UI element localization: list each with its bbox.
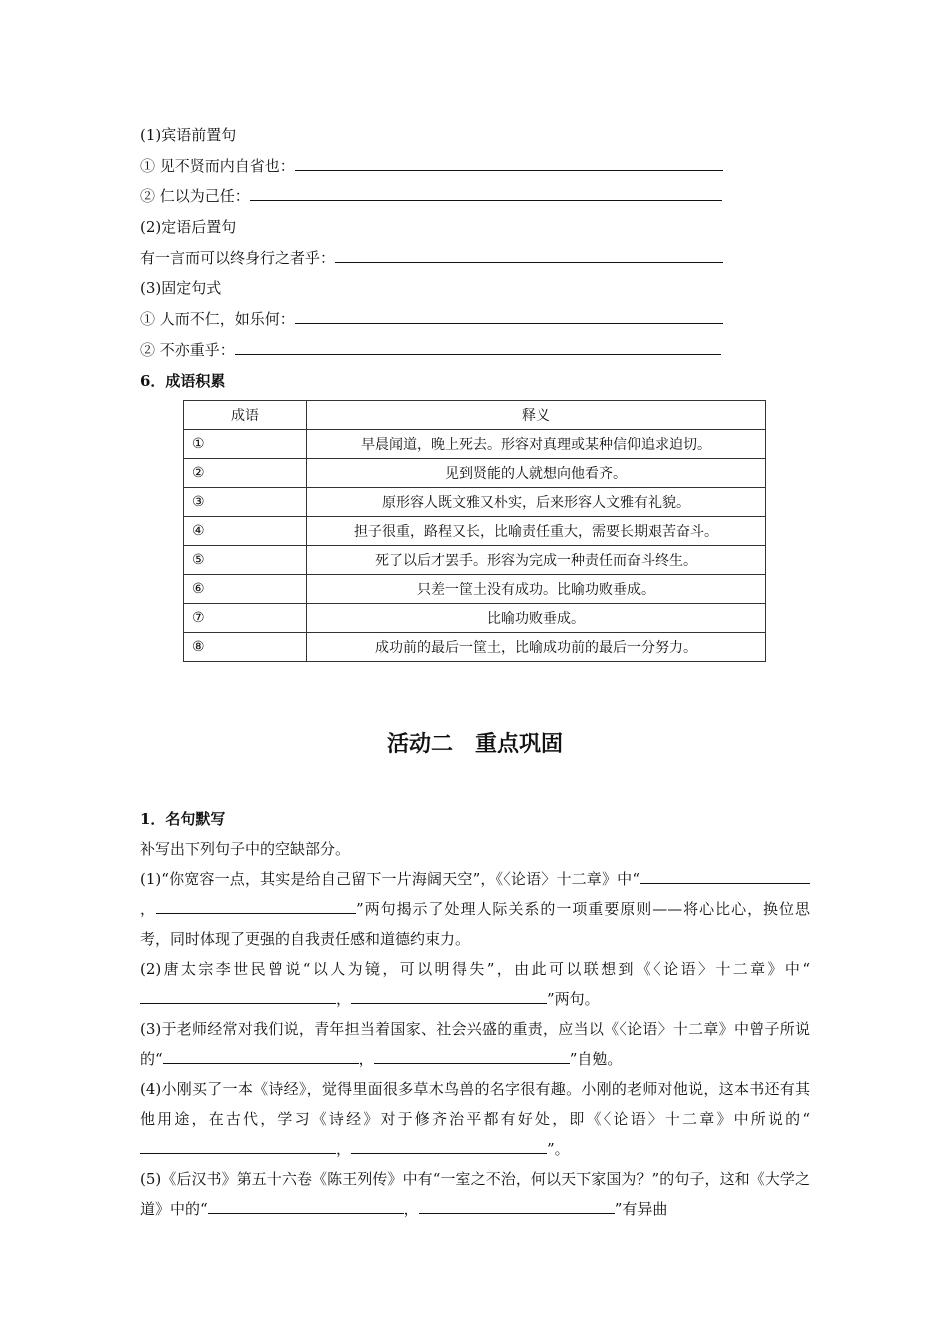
exercise-line: [140, 335, 721, 365]
idiom-cell[interactable]: ③: [184, 488, 307, 517]
idiom-cell[interactable]: ⑥: [184, 575, 307, 604]
table-row: [184, 517, 766, 546]
paragraph-text: ”两句揭示了处理人际关系的一项重要原则——将心比心，换位思考，同时体现了更强的自我责任感和道德约束力。: [140, 900, 810, 948]
exercise-prompt: ② 仁以为己任：: [140, 187, 250, 205]
answer-blank[interactable]: [208, 1197, 404, 1214]
idiom-cell[interactable]: ⑦: [184, 604, 307, 633]
meaning-cell: 成功前的最后一筐土，比喻成功前的最后一分努力。: [307, 633, 766, 662]
answer-blank[interactable]: [140, 1137, 336, 1154]
question-paragraph-4: [140, 1074, 810, 1164]
idiom-cell[interactable]: ⑤: [184, 546, 307, 575]
meaning-cell: 原形容人既文雅又朴实，后来形容人文雅有礼貌。: [307, 488, 766, 517]
answer-blank[interactable]: [419, 1197, 615, 1214]
table-row: [184, 575, 766, 604]
table-row: [184, 488, 766, 517]
sub-title-fixed-pattern: (3)固定句式: [140, 279, 222, 297]
paragraph-text: ”自勉。: [569, 1050, 623, 1068]
exercise-prompt: 有一言而可以终身行之者乎：: [140, 249, 336, 267]
instruction-text: 补写出下列句子中的空缺部分。: [140, 840, 351, 858]
answer-blank[interactable]: [235, 338, 721, 355]
paragraph-text: ”两句。: [547, 990, 600, 1008]
activity-heading: 活动二 重点巩固: [386, 732, 563, 757]
paragraph-text: ，: [403, 1200, 419, 1218]
table-row: [184, 546, 766, 575]
meaning-cell: 见到贤能的人就想向他看齐。: [307, 459, 766, 488]
idiom-cell[interactable]: ②: [184, 459, 307, 488]
question-paragraph-3: [140, 1014, 810, 1074]
idiom-cell[interactable]: ⑧: [184, 633, 307, 662]
table-row: [184, 459, 766, 488]
exercise-prompt: ① 人而不仁，如乐何：: [140, 310, 295, 328]
table-row: [184, 604, 766, 633]
meaning-cell: 只差一筐土没有成功。比喻功败垂成。: [307, 575, 766, 604]
answer-blank[interactable]: [351, 1137, 547, 1154]
paragraph-text: (1)“你宽容一点，其实是给自己留下一片海阔天空”，《〈论语〉十二章》中“: [140, 870, 640, 888]
answer-blank[interactable]: [163, 1047, 359, 1064]
meaning-cell: 比喻功败垂成。: [307, 604, 766, 633]
meaning-cell: 死了以后才罢手。形容为完成一种责任而奋斗终生。: [307, 546, 766, 575]
sub-title-attributive-postposition: (2)定语后置句: [140, 218, 237, 236]
table-row: [184, 430, 766, 459]
paragraph-text: ，: [140, 900, 156, 918]
section-title-idioms: 6．成语积累: [140, 372, 226, 390]
exercise-line: [140, 181, 722, 211]
answer-blank[interactable]: [640, 867, 810, 884]
question-paragraph-2: [140, 954, 810, 1014]
question-paragraph-1: [140, 864, 810, 954]
paragraph-text: ，: [358, 1050, 374, 1068]
paragraph-text: (4)小刚买了一本《诗经》，觉得里面很多草木鸟兽的名字很有趣。小刚的老师对他说，这本书还有其他用途，在古代，学习《诗经》对于修齐治平都有好处，即《〈论语〉十二章》中所说的“: [140, 1080, 810, 1128]
answer-blank[interactable]: [250, 184, 722, 201]
idiom-cell[interactable]: ④: [184, 517, 307, 546]
question-paragraph-5: [140, 1164, 810, 1224]
answer-blank[interactable]: [156, 897, 356, 914]
sub-title-object-preposing: (1)宾语前置句: [140, 126, 237, 144]
column-header-idiom: 成语: [184, 401, 307, 430]
exercise-prompt: ① 见不贤而内自省也：: [140, 157, 295, 175]
answer-blank[interactable]: [351, 987, 547, 1004]
meaning-cell: 早晨闻道，晚上死去。形容对真理或某种信仰追求迫切。: [307, 430, 766, 459]
idiom-cell[interactable]: ①: [184, 430, 307, 459]
column-header-meaning: 释义: [307, 401, 766, 430]
meaning-cell: 担子很重，路程又长，比喻责任重大，需要长期艰苦奋斗。: [307, 517, 766, 546]
paragraph-text: (2)唐太宗李世民曾说“以人为镜，可以明得失”，由此可以联想到《〈论语〉十二章》中“: [140, 960, 810, 978]
paragraph-text: ”有异曲: [614, 1200, 668, 1218]
exercise-line: [140, 243, 723, 273]
question-title-famous-lines: 1．名句默写: [140, 810, 226, 828]
exercise-line: [140, 304, 723, 334]
table-header-row: [184, 401, 766, 430]
idiom-table: [183, 400, 766, 662]
answer-blank[interactable]: [335, 246, 723, 263]
paragraph-text: ，: [336, 990, 352, 1008]
paragraph-text: ”。: [547, 1140, 570, 1158]
paragraph-text: (5)《后汉书》第五十六卷《陈王列传》中有“一室之不治，何以天下家国为？”的句子，这和《大学之道》中的“: [140, 1170, 810, 1218]
answer-blank[interactable]: [295, 154, 723, 171]
exercise-prompt: ② 不亦重乎：: [140, 341, 235, 359]
paragraph-text: ，: [336, 1140, 352, 1158]
answer-blank[interactable]: [140, 987, 336, 1004]
answer-blank[interactable]: [295, 307, 723, 324]
table-row: [184, 633, 766, 662]
exercise-line: [140, 151, 723, 181]
paragraph-text: (3)于老师经常对我们说，青年担当着国家、社会兴盛的重责，应当以《〈论语〉十二章》中曾子所说的“: [140, 1020, 810, 1068]
answer-blank[interactable]: [374, 1047, 570, 1064]
